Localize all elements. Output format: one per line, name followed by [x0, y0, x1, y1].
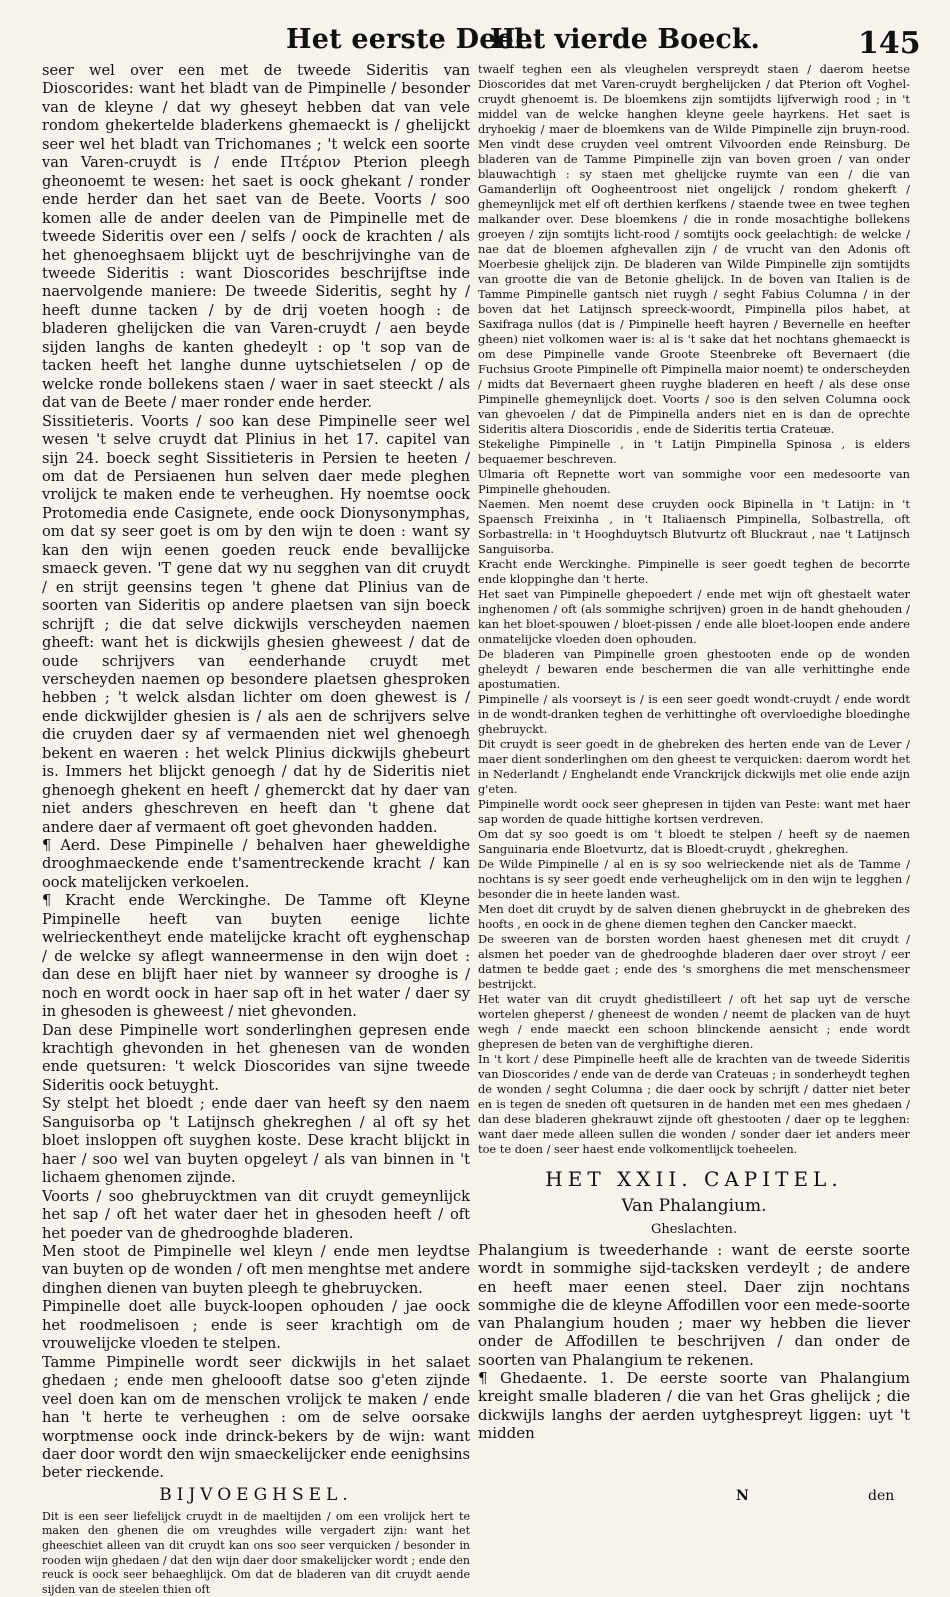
paragraph: De bladeren van Pimpinelle groen ghestooten ende op de wonden gheleydt / bewaren ende beschermen die van alle verhittinghe ende apostumatien.: [478, 647, 910, 691]
paragraph: Tamme Pimpinelle wordt seer dickwijls in het salaet ghedaen ; ende men gheloooft datse soo g'eten zijnde veel doen kan om de menschen vrolijck te maken / ende han 't herte te verheughen : om de selve oorsake worptmense oock inde drinck-bekers by de wijn: want daer door wordt den wijn smaeckelijcker ende eenighsins beter rieckende.: [42, 1353, 470, 1482]
page-header: [0, 14, 950, 64]
page-footer: [700, 1488, 920, 1508]
page-number: 145: [858, 26, 921, 61]
paragraph: Het saet van Pimpinelle ghepoedert / ende met wijn oft ghestaelt water inghenomen / oft (als sommighe schrijven) groen in de handt ghehouden / kan het bloet-spouwen / bloet-pissen / ende alle bloet-loopen ende andere onmatelijcke vloeden doen ophouden.: [478, 587, 910, 646]
right-column: [478, 62, 910, 1472]
paragraph: De sweeren van de borsten worden haest ghenesen met dit cruydt / alsmen het poeder van de ghedrooghde bladeren daer over stroyt / eer datmen te bedde gaet ; ende des 's smorghens die met menschensmeer bestrijckt.: [478, 932, 910, 991]
paragraph: Voorts / soo ghebruycktmen van dit cruydt gemeynlijck het sap / oft het water daer het in ghesoden heeft / oft het poeder van de ghedrooghde bladeren.: [42, 1187, 470, 1242]
bijvoeghsel-text: Dit is een seer liefelijck cruydt in de maeltijden / om een vrolijck hert te maken den ghenen die om vreughdes wille vergadert zijn: want het gheeschiet alleen van dit cruydt kan ons soo seer verquicken / besonder in rooden wijn ghedaen / dat den wijn daer door smakelijcker wordt ; ende den reuck is oock seer behaeghlijck. Om dat de bladeren van dit cruydt aende sijden van de steelen thien oft: [42, 1509, 470, 1596]
bijvoeghsel-heading: BIJVOEGHSEL.: [159, 1484, 353, 1505]
running-title-right: Het vierde Boeck.: [490, 24, 760, 55]
paragraph: Dan dese Pimpinelle wort sonderlinghen gepresen ende krachtigh ghevonden in het ghenesen van de wonden ende quetsuren: 't welck Dioscorides van sijne tweede Sideritis oock betuyght.: [42, 1021, 470, 1094]
paragraph: Stekelighe Pimpinelle , in 't Latijn Pimpinella Spinosa , is elders bequaemer beschreven.: [478, 437, 910, 466]
paragraph: Men doet dit cruydt by de salven dienen ghebruyckt in de ghebreken des hoofts , en oock in de ghene diemen teghen den Cancker maeckt.: [478, 902, 910, 931]
paragraph: Sissitieteris. Voorts / soo kan dese Pimpinelle seer wel wesen 't selve cruydt dat Plinius in het 17. capitel van sijn 24. boeck seght Sissitieteris in Persien te heeten / om dat de Persiaenen hun selven daer mede pleghen vrolijck te maken ende te verheughen. Hy noemtse oock Protomedia ende Casignete, ende oock Dionysonymphas, om dat sy seer goet is om by den wijn te doen : want sy kan den wijn eenen goeden reuck ende bevallijcke smaeck geven. 'T gene dat wy nu segghen van dit cruydt / en strijt geensins tegen 't ghene dat Plinius van de soorten van Sideritis op andere plaetsen van sijn boeck schrijft ; die dat selve dickwijls verscheyden naemen gheeft: want het is dickwijls ghesien gheweest / dat de oude schrijvers van eenderhande cruydt met verscheyden naemen op besondere plaetsen ghesproken hebben ; 't welck alsdan lichter om doen ghewest is / ende dickwijlder ghesien is / als aen de schrijvers selve die cruyden daer sy af vermaenden niet wel ghenoegh bekent en waeren : het welck Plinius dickwijls ghebeurt is. Immers het blijckt genoegh / dat hy de Sideritis niet ghenoegh ghekent en heeft / ghemerckt dat hy daer van niet anders gheschreven en heeft dan 't ghene dat andere daer af vermaent oft goet ghevonden hadden.: [42, 412, 470, 836]
section-label: Gheslachten.: [650, 1222, 738, 1237]
paragraph: In 't kort / dese Pimpinelle heeft alle de krachten van de tweede Sideritis van Dioscorides / ende van de derde van Crateuas ; in sonderheydt teghen de wonden / seght Columna ; die daer oock by schrijft / datter niet beter en is tegen de sneden oft quetsuren in de handen met een mes ghedaen / dan dese bladeren ghekrauwt zijnde oft ghestooten / daer op te legghen: want daer mede alleen sullen die wonden / sonder daer iet anders meer toe te doen / seer haest ende volkomentlijck toeheelen.: [478, 1052, 910, 1156]
left-column: [42, 62, 470, 1596]
chapter-subtitle: Van Phalangium.: [621, 1196, 767, 1216]
paragraph: ¶ Aerd. Dese Pimpinelle / behalven haer gheweldighe drooghmaeckende ende t'samentreckende kracht / kan oock matelijcken verkoelen.: [42, 837, 470, 891]
paragraph: seer wel over een met de tweede Sideritis van Dioscorides: want het bladt van de Pimpinelle / besonder van de kleyne / dat wy gheseyt hebben dat van vele rondom ghekertelde bladerkens ghemaeckt is / ghelijckt seer wel het bladt van Trichomanes ; 't welck een soorte van Varen-cruydt is / ende Πτέριον Pterion pleegh gheonoemt te wesen: het saet is oock ghekant / ronder ende herder dan het saet van de Beete. Voorts / soo komen alle de ander deelen van de Pimpinelle met de tweede Sideritis over een / selfs / oock de krachten / als het ghenoeghsaem blijckt uyt de beschrijvinghe van de tweede Sideritis : want Dioscorides beschrijftse inde naervolgende maniere: De tweede Sideritis, seght hy / heeft dunne tacken / by de drij voeten hoogh : de bladeren ghelijcken die van Varen-cruydt / aen beyde sijden langhs de kanten ghedeylt : op 't sop van de tacken heeft het langhe dunne uytschietselen / op de welcke ronde bollekens staen / waer in saet steeckt / als dat van de Beete / maer ronder ende herder.: [42, 62, 470, 412]
paragraph: twaelf teghen een als vleughelen verspreydt staen / daerom heetse Dioscorides dat met Varen-cruydt berghelijcken / dat Pterion oft Voghel-cruydt ghenoemt is. De bloemkens zijn somtijdts lijfverwigh rood ; in 't middel van de welcke hanghen kleyne geele hayrkens. Het saet is dryhoekig / maer de bloemkens van de Wilde Pimpinelle zijn bruyn-rood. Men vindt dese cruyden veel omtrent Vilvoorden ende Reinsburg. De bladeren van de Tamme Pimpinelle zijn van boven groen / van onder blauwachtigh : sy staen met ghelijcke ruymte van een / die van Gamanderlijn oft Oogheentroost niet ongelijck / rondom ghekerft / ghemeynlijck met elf oft derthien kerfkens / staende twee en twee teghen malkander over. Dese bloemkens / die in ronde mosachtighe bollekens groeyen / zijn somtijts licht-rood / somtijts oock geelachtigh: de welcke / nae dat de bloemen afghevallen zijn / de vrucht van den Adonis oft Moerbesie ghelijck zijn. De bladeren van Wilde Pimpinelle zijn somtijdts van grootte die van de Betonie ghelijck. In de boven van Italien is de Tamme Pimpinelle gantsch niet ruygh / seght Fabius Columna / in der boven dat het Latijnsch spreeck-woordt, Pimpinella pilos habet, at Saxifraga nullos (dat is / Pimpinelle heeft hayren / Bevernelle en heefter gheen) niet volkomen waer is: al is 't sake dat het nochtans ghemaeckt is om dese Pimpinelle vande Groote Steenbreke oft Bevernaert (die Fuchsius Groote Pimpinelle oft Pimpinella maior noemt) te onderscheyden / midts dat Bevernaert gheen ruyghe bladeren en heeft / als dese onse Pimpinelle ghemeynlijck doet. Voorts / soo is den selven Columna oock van ghevoelen / dat de Pimpinella anders niet en is dan de oprechte Sideritis altera Dioscoridis , ende de Sideritis tertia Crateuæ.: [478, 62, 910, 436]
paragraph: Kracht ende Werckinghe. Pimpinelle is seer goedt teghen de becorrte ende kloppinghe dan 't herte.: [478, 557, 910, 586]
paragraph: Pimpinelle wordt oock seer ghepresen in tijden van Peste: want met haer sap worden de quade hittighe kortsen verdreven.: [478, 797, 910, 826]
paragraph: Men stoot de Pimpinelle wel kleyn / ende men leydtse van buyten op de wonden / oft men menghtse met andere dinghen dienen van buyten pleegh te ghebruycken.: [42, 1243, 470, 1297]
paragraph: Het water van dit cruydt ghedistilleert / oft het sap uyt de versche wortelen gheperst / gheneest de wonden / neemt de placken van de huyt wegh / ende maeckt een schoon blinckende aensicht ; ende wordt ghepresen de beten van de verghiftighe dieren.: [478, 992, 910, 1051]
paragraph: Dit cruydt is seer goedt in de ghebreken des herten ende van de Lever / maer dient sonderlinghen om den gheest te verquicken: daerom wordt het in Nederlandt / Enghelandt ende Vranckrijck dickwijls met olie ende azijn g'eten.: [478, 737, 910, 796]
paragraph: Naemen. Men noemt dese cruyden oock Bipinella in 't Latijn: in 't Spaensch Freixinha , in 't Italiaensch Pimpinella, Solbastrella, oft Sorbastrella: in 't Hooghduytsch Blutvurtz oft Bluckraut , nae 't Latijnsch Sanguisorba.: [478, 497, 910, 556]
paragraph: Pimpinelle / als voorseyt is / is een seer goedt wondt-cruydt / ende wordt in de wondt-dranken teghen de verhittinghe oft overvloedighe bloedinghe ghebruyckt.: [478, 692, 910, 736]
paragraph: De Wilde Pimpinelle / al en is sy soo welrieckende niet als de Tamme / nochtans is sy seer goedt ende verheughelijck om in den wijn te legghen / besonder die in heete landen wast.: [478, 857, 910, 901]
catchword: den: [868, 1488, 895, 1504]
paragraph: Sy stelpt het bloedt ; ende daer van heeft sy den naem Sanguisorba op 't Latijnsch ghekreghen / al oft sy het bloet insloppen oft suyghen koste. Dese kracht blijckt in haer / soo wel van buyten opgeleyt / als van binnen in 't lichaem ghenomen zijnde.: [42, 1095, 470, 1187]
signature-mark: N: [736, 1488, 749, 1504]
paragraph: ¶ Kracht ende Werckinghe. De Tamme oft Kleyne Pimpinelle heeft van buyten eenige lichte welrieckentheyt ende matelijcke kracht oft eyghenschap / de welcke sy aflegt wanneermense in den wijn doet : dan dese en blijft haer niet by wanneer sy drooghe is / noch en wordt oock in haer sap oft in het water / daer sy in ghesoden is gheweest / niet ghevonden.: [42, 892, 470, 1021]
running-title-left: Het eerste Deel.: [286, 24, 535, 55]
chapter-heading: HET XXII. CAPITEL.: [545, 1167, 843, 1191]
paragraph: Ulmaria oft Repnette wort van sommighe voor een medesoorte van Pimpinelle ghehouden.: [478, 467, 910, 496]
paragraph: Pimpinelle doet alle buyck-loopen ophouden / jae oock het roodmelisoen ; ende is seer krachtigh om de vrouwelijcke vloeden te stelpen.: [42, 1298, 470, 1353]
paragraph: Om dat sy soo goedt is om 't bloedt te stelpen / heeft sy de naemen Sanguinaria ende Bloetvurtz, dat is Bloedt-cruydt , ghekreghen.: [478, 827, 910, 856]
paragraph: Phalangium is tweederhande : want de eerste soorte wordt in sommighe sijd-tacksken verdeylt ; de andere en heeft maer eenen steel. Daer zijn nochtans sommighe die de kleyne Affodillen voor een mede-soorte van Phalangium houden ; maer wy hebben die liever onder de Affodillen te beschrijven / dan onder de soorten van Phalangium te rekenen.: [478, 1241, 910, 1369]
paragraph: ¶ Ghedaente. 1. De eerste soorte van Phalangium kreight smalle bladeren / die van het Gras ghelijck ; die dickwijls langhs der aerden uytghespreyt liggen: uyt 't midden: [478, 1369, 910, 1442]
